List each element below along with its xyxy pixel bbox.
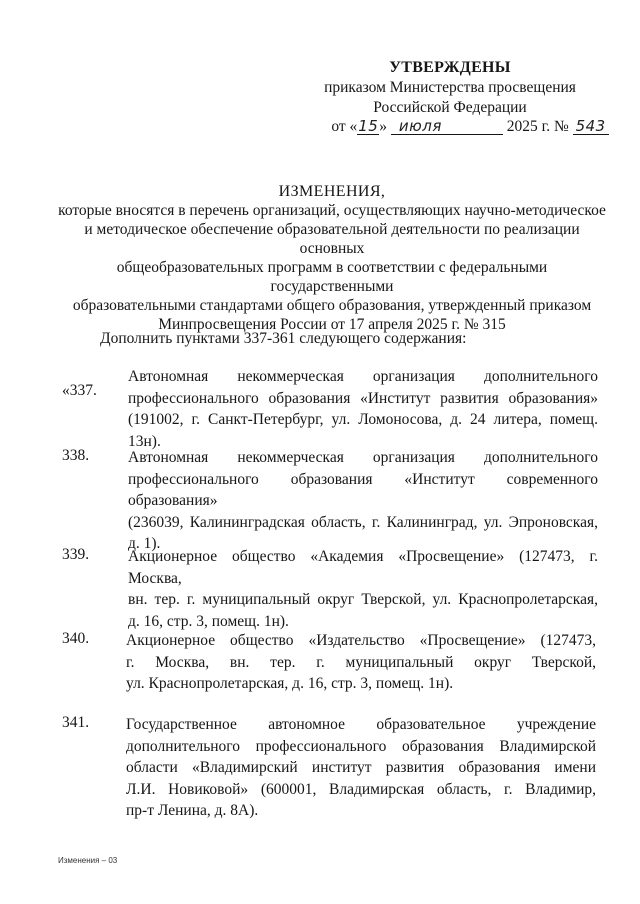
- item-number: 341.: [62, 714, 90, 731]
- item-line: Автономная некоммерческая организация дополнительного: [128, 368, 598, 385]
- item-line: д. 16, стр. 3, помещ. 1н).: [128, 612, 289, 630]
- changes-heading: [58, 182, 606, 334]
- handwritten-number: 543: [573, 118, 609, 135]
- item-line: Л.И. Новиковой» (600001, Владимирская область, г. Владимир,: [126, 780, 596, 798]
- item-number: 338.: [62, 447, 90, 464]
- item-line: ул. Краснопролетарская, д. 16, стр. 3, помещ. 1н).: [126, 675, 454, 692]
- changes-line: которые вносятся в перечень организаций, осуществляющих научно-методическое: [58, 202, 606, 219]
- approval-date-line: [320, 117, 620, 137]
- intro-text: Дополнить пунктами 337-361 следующего содержания:: [100, 330, 467, 347]
- item-number: 339.: [62, 546, 90, 563]
- item-line: г. Москва, вн. тер. г. муниципальный округ Тверской,: [126, 653, 596, 671]
- approval-title: УТВЕРЖДЕНЫ: [389, 59, 511, 76]
- approval-line-2: Российской Федерации: [373, 99, 527, 116]
- item-text: [126, 630, 596, 695]
- item-text: [128, 447, 598, 555]
- changes-line: образовательными стандартами общего образования, утвержденный приказом: [72, 297, 592, 314]
- changes-line: Минпросвещения России от 17 апреля 2025 г. № 315: [158, 316, 506, 333]
- item-number: «337.: [62, 382, 97, 399]
- item-line: (236039, Калининградская область, г. Калининград, ул. Эпроновская,: [128, 513, 598, 531]
- handwritten-day: 15: [358, 117, 379, 135]
- item-line: (191002, г. Санкт-Петербург, ул. Ломоносова, д. 24 литера, помещ. 13н).: [128, 411, 598, 450]
- item-line: Автономная некоммерческая организация дополнительного: [128, 449, 598, 466]
- date-prefix: от «: [331, 118, 358, 135]
- approval-block: [300, 58, 606, 135]
- item-line: области «Владимирский институт развития образования имени: [126, 759, 596, 776]
- item-line: профессионального образования «Институт развития образования»: [128, 389, 598, 407]
- item-line: д. 1).: [128, 535, 161, 552]
- item-text: [128, 546, 598, 632]
- handwritten-month: июля: [391, 118, 503, 135]
- changes-title: ИЗМЕНЕНИЯ,: [278, 183, 386, 200]
- item-text: [128, 366, 598, 452]
- changes-line: общеобразовательных программ в соответствии с федеральными государственными: [116, 259, 548, 295]
- item-line: Государственное автономное образовательное учреждение: [126, 716, 596, 733]
- item-text: [126, 714, 596, 822]
- item-line: вн. тер. г. муниципальный округ Тверской, ул. Краснопролетарская,: [128, 591, 598, 608]
- date-year: 2025 г. №: [506, 118, 569, 135]
- item-line: профессионального образования «Институт современного образования»: [128, 470, 598, 509]
- item-number: 340.: [62, 630, 90, 647]
- item-line: Акционерное общество «Академия «Просвещение» (127473, г. Москва,: [128, 548, 598, 587]
- changes-line: и методическое обеспечение образовательной деятельности по реализации основных: [84, 221, 580, 257]
- item-line: пр-т Ленина, д. 8А).: [126, 802, 259, 819]
- item-line: Акционерное общество «Издательство «Просвещение» (127473,: [126, 632, 596, 649]
- approval-line-1: приказом Министерства просвещения: [324, 79, 576, 96]
- item-line: дополнительного профессионального образования Владимирской: [126, 737, 596, 755]
- footer-label: Изменения – 03: [58, 856, 118, 865]
- date-mid: »: [379, 118, 388, 135]
